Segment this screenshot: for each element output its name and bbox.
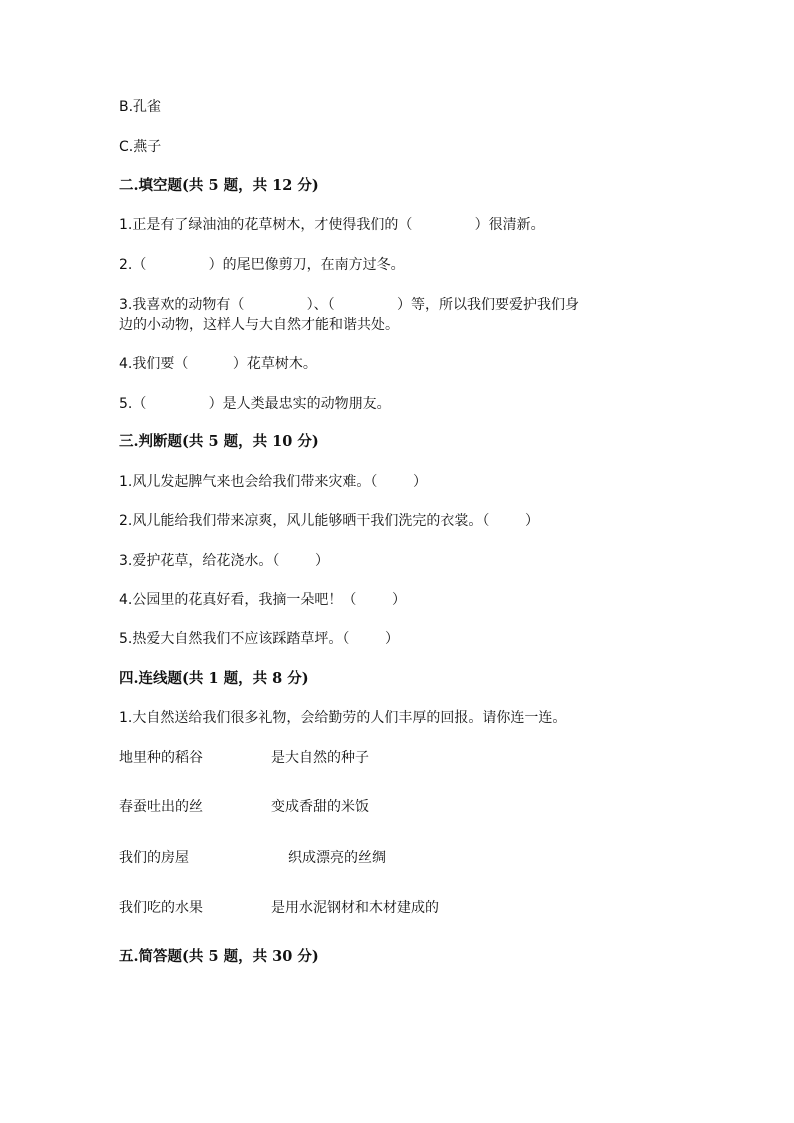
match-right-3: 织成漂亮的丝绸 [288, 850, 386, 866]
match-left-4: 我们吃的水果 [119, 900, 203, 916]
judge-question-3: 3.爱护花草，给花浇水。（ ） [119, 553, 329, 569]
fill-question-5: 5.（ ）是人类最忠实的动物朋友。 [119, 396, 391, 412]
fill-question-2: 2.（ ）的尾巴像剪刀，在南方过冬。 [119, 257, 405, 273]
section-5-heading: 五.简答题(共 5 题，共 30 分) [119, 948, 319, 965]
match-question-1: 1.大自然送给我们很多礼物，会给勤劳的人们丰厚的回报。请你连一连。 [119, 710, 567, 726]
option-b: B.孔雀 [119, 99, 162, 115]
section-4-heading: 四.连线题(共 1 题，共 8 分) [119, 670, 309, 687]
option-c: C.燕子 [119, 139, 162, 155]
match-right-1: 是大自然的种子 [271, 750, 369, 766]
fill-question-1: 1.正是有了绿油油的花草树木，才使得我们的（ ）很清新。 [119, 217, 545, 233]
judge-question-4: 4.公园里的花真好看，我摘一朵吧！（ ） [119, 592, 406, 608]
match-right-4: 是用水泥钢材和木材建成的 [271, 900, 439, 916]
fill-question-4: 4.我们要（ ）花草树木。 [119, 356, 317, 372]
match-left-2: 春蚕吐出的丝 [119, 799, 203, 815]
judge-question-1: 1.风儿发起脾气来也会给我们带来灾难。（ ） [119, 474, 427, 490]
judge-question-5: 5.热爱大自然我们不应该踩踏草坪。（ ） [119, 631, 399, 647]
match-left-1: 地里种的稻谷 [119, 750, 203, 766]
fill-question-3-line-1: 3.我喜欢的动物有（ ）、（ ）等，所以我们要爱护我们身 [119, 297, 579, 313]
match-left-3: 我们的房屋 [119, 850, 189, 866]
fill-question-3-line-2: 边的小动物，这样人与大自然才能和谐共处。 [119, 317, 399, 333]
section-2-heading: 二.填空题(共 5 题，共 12 分) [119, 177, 319, 194]
judge-question-2: 2.风儿能给我们带来凉爽，风儿能够晒干我们洗完的衣裳。（ ） [119, 513, 539, 529]
match-right-2: 变成香甜的米饭 [271, 799, 369, 815]
section-3-heading: 三.判断题(共 5 题，共 10 分) [119, 433, 319, 450]
